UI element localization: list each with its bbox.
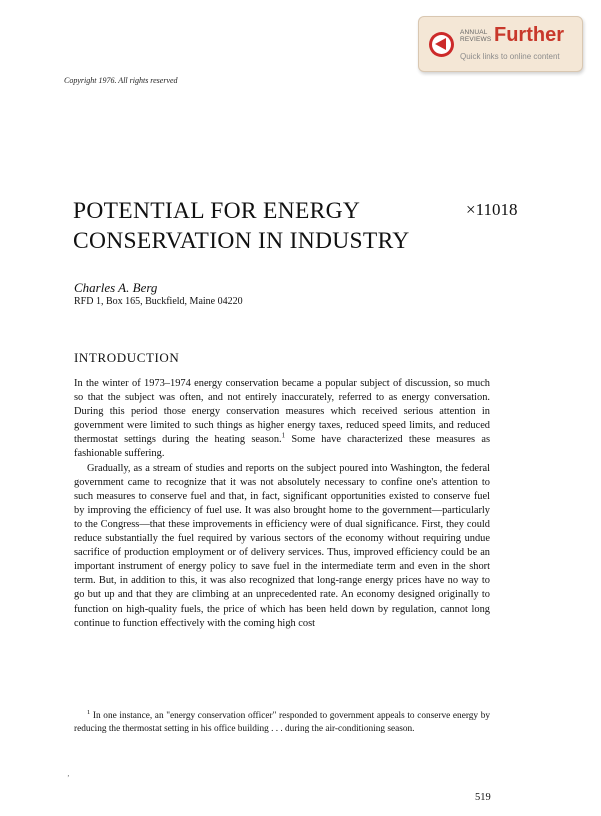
body-text <box>74 377 490 631</box>
badge-tagline: Quick links to online content <box>460 52 560 61</box>
author-name: Charles A. Berg <box>74 280 158 295</box>
footnote <box>74 710 490 736</box>
stray-mark: ‚ <box>67 769 70 778</box>
footnote-ref[interactable]: 1 <box>281 431 286 440</box>
badge-brand: ANNUAL REVIEWS <box>460 29 492 43</box>
footnote-number: 1 <box>87 708 91 716</box>
paragraph-1-text: In the winter of 1973–1974 energy conservation became a popular subject of discussion, so much so that the subject was often, and not entirely inaccurately, referred to as energy conversation. During this period those energy conservation measures which received serious attention in government were limited to such things as higher energy taxes, reduced speed limits, and reduced thermostat settings during the heating season. <box>74 378 490 446</box>
paragraph-2: Gradually, as a stream of studies and reports on the subject poured into Washington, the federal government came to recognize that it was not absolutely necessary to confine one's attention to such measures to conserve fuel and that, in fact, significant opportunities existed to conserve fuel by improving the efficiency of fuel use. It was also brought home to the government—particularly to the Congress—that these improvements in efficiency were of dual significance. First, they could reduce substantially the fuel required by various sectors of the economy without requiring undue sacrifice of production employment or of delivery services. Thus, improved efficiency could be an important instrument of energy policy to save fuel in the intermediate term and even in the short term. But, in addition to this, it was also recognized that long-range energy prices have no way to go but up and that they are climbing at an unprecedented rate. An economy designed originally to function on high-quality fuels, the price of which has been held down by regulation, cannot long continue to function effectively with the coming high cost <box>74 462 490 629</box>
article-title: POTENTIAL FOR ENERGY CONSERVATION IN INDUSTRY <box>73 198 410 254</box>
copyright-notice: Copyright 1976. All rights reserved <box>64 76 178 85</box>
paragraph-1 <box>74 377 490 462</box>
annual-reviews-logo-icon <box>429 32 454 57</box>
page-number: 519 <box>475 792 491 803</box>
badge-word: Further <box>494 24 564 46</box>
section-heading: INTRODUCTION <box>74 350 180 365</box>
further-links-badge[interactable] <box>418 16 583 72</box>
article-code: ×11018 <box>466 200 518 219</box>
footnote-text: In one instance, an "energy conservation officer" responded to government appeals to conserve energy by reducing the thermostat setting in his office building . . . during the air-conditioning season. <box>74 711 490 734</box>
paragraph-1-tail: Some have characterized these measures as fashionable suffering. <box>74 434 490 460</box>
author-address: RFD 1, Box 165, Buckfield, Maine 04220 <box>74 296 243 307</box>
